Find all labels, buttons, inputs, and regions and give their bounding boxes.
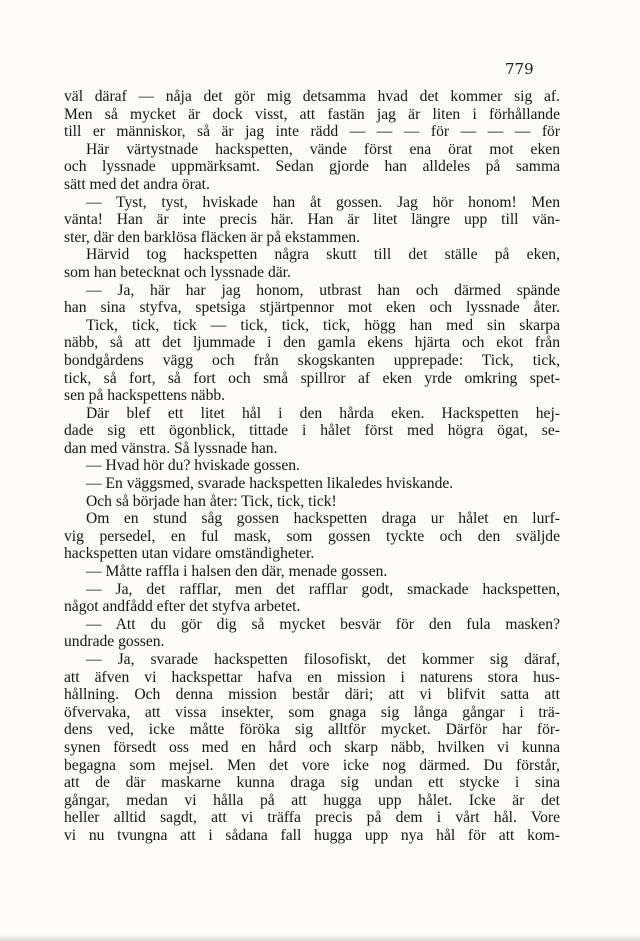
text-line: begagna som mejsel. Men det vore icke nog därmed. Du förstår, (64, 756, 560, 774)
text-line: — Ja, svarade hackspetten filosofiskt, det kommer sig däraf, (86, 651, 560, 668)
text-line: — Måtte raffla i halsen den där, menade gossen. (86, 563, 388, 581)
text-line: vänta! Han är inte precis här. Han är litet längre upp till vän- (64, 211, 560, 229)
text-line: Tick, tick, tick — tick, tick, tick, högg han med sin skarpa (86, 316, 560, 334)
text-line: dan med vänstra. Så lyssnade han. (64, 439, 278, 457)
text-line: Härvid tog hackspetten några skutt till det ställe på eken, (86, 246, 560, 264)
page-number: 779 (505, 60, 534, 78)
text-line: vi nu tvungna att i sådana fall hugga upp nya hål för att kom- (64, 826, 560, 844)
text-line: Där blef ett litet hål i den hårda eken. Hackspetten hej- (86, 404, 560, 422)
text-line: som han betecknat och lyssnade där. (64, 263, 291, 281)
body-text (64, 88, 560, 845)
text-line: till er människor, så är jag inte rädd — — — för — — — för (64, 123, 560, 141)
text-line: att de där maskarne kunna draga sig undan ett stycke i sina (64, 774, 560, 792)
text-line: dens ved, icke måtte föröka sig alltför mycket. Därför har för- (64, 721, 560, 739)
text-line: och lyssnade uppmärksamt. Sedan gjorde han alldeles på samma (64, 158, 560, 176)
page-edge-shadow (0, 935, 640, 941)
text-line: väl däraf — nåja det gör mig detsamma hvad det kommer sig af. (64, 88, 560, 105)
text-line: dade sig ett ögonblick, tittade i hålet först med högra ögat, se- (64, 422, 560, 440)
text-line: vig persedel, en ful mask, som gossen tyckte och den sväljde (64, 527, 560, 545)
text-line: han sina styfva, spetsiga stjärtpennor mot eken och lyssnade åter. (64, 299, 560, 317)
text-line: att äfven vi hackspettar hafva en mission i naturens stora hus- (64, 668, 560, 686)
text-line: näbb, så att det ljummade i den gamla ekens hjärta och ekot från (64, 334, 560, 352)
text-line: bondgårdens vägg och från skogskanten upprepade: Tick, tick, (64, 351, 560, 369)
text-line: — En väggsmed, svarade hackspetten likaledes hviskande. (86, 475, 454, 493)
text-line: hållning. Och denna mission består däri; att vi blifvit satta att (64, 686, 560, 704)
text-line: Och så började han åter: Tick, tick, tick! (86, 492, 337, 510)
text-line: heller alltid sagdt, att vi träffa precis på dem i vårt hål. Vore (64, 809, 560, 827)
text-line: — Ja, det rafflar, men det rafflar godt, smackade hackspetten, (86, 580, 560, 598)
text-line: sen på hackspettens näbb. (64, 387, 226, 405)
text-line: Här värtystnade hackspetten, vände först ena örat mot eken (86, 140, 560, 158)
text-line: något andfådd efter det styfva arbetet. (64, 598, 301, 616)
text-line: gångar, medan vi hålla på att hugga upp hålet. Icke är det (64, 791, 560, 809)
text-line: sätt med det andra örat. (64, 175, 210, 193)
text-line: — Ja, här har jag honom, utbrast han och därmed spände (86, 281, 560, 299)
text-line: hackspetten utan vidare omständigheter. (64, 545, 315, 563)
text-line: ster, där den barklösa fläcken är på ekstammen. (64, 228, 360, 246)
text-line: synen försedt oss med en hård och skarp näbb, hvilken vi kunna (64, 738, 560, 756)
text-line: tick, så fort, så fort och små spillror af eken yrde omkring spet- (64, 369, 560, 387)
text-line: — Tyst, tyst, hviskade han åt gossen. Jag hör honom! Men (86, 193, 560, 211)
text-line: — Hvad hör du? hviskade gossen. (86, 457, 300, 475)
text-line: — Att du gör dig så mycket besvär för den fula masken? (86, 615, 560, 633)
text-line: undrade gossen. (64, 633, 165, 651)
text-line: Men så mycket är dock visst, att fastän jag är liten i förhållande (64, 105, 560, 123)
text-line: Om en stund såg gossen hackspetten draga ur hålet en lurf- (86, 510, 560, 528)
text-line: öfvervaka, att vissa insekter, som gnaga sig långa gångar i trä- (64, 703, 560, 721)
